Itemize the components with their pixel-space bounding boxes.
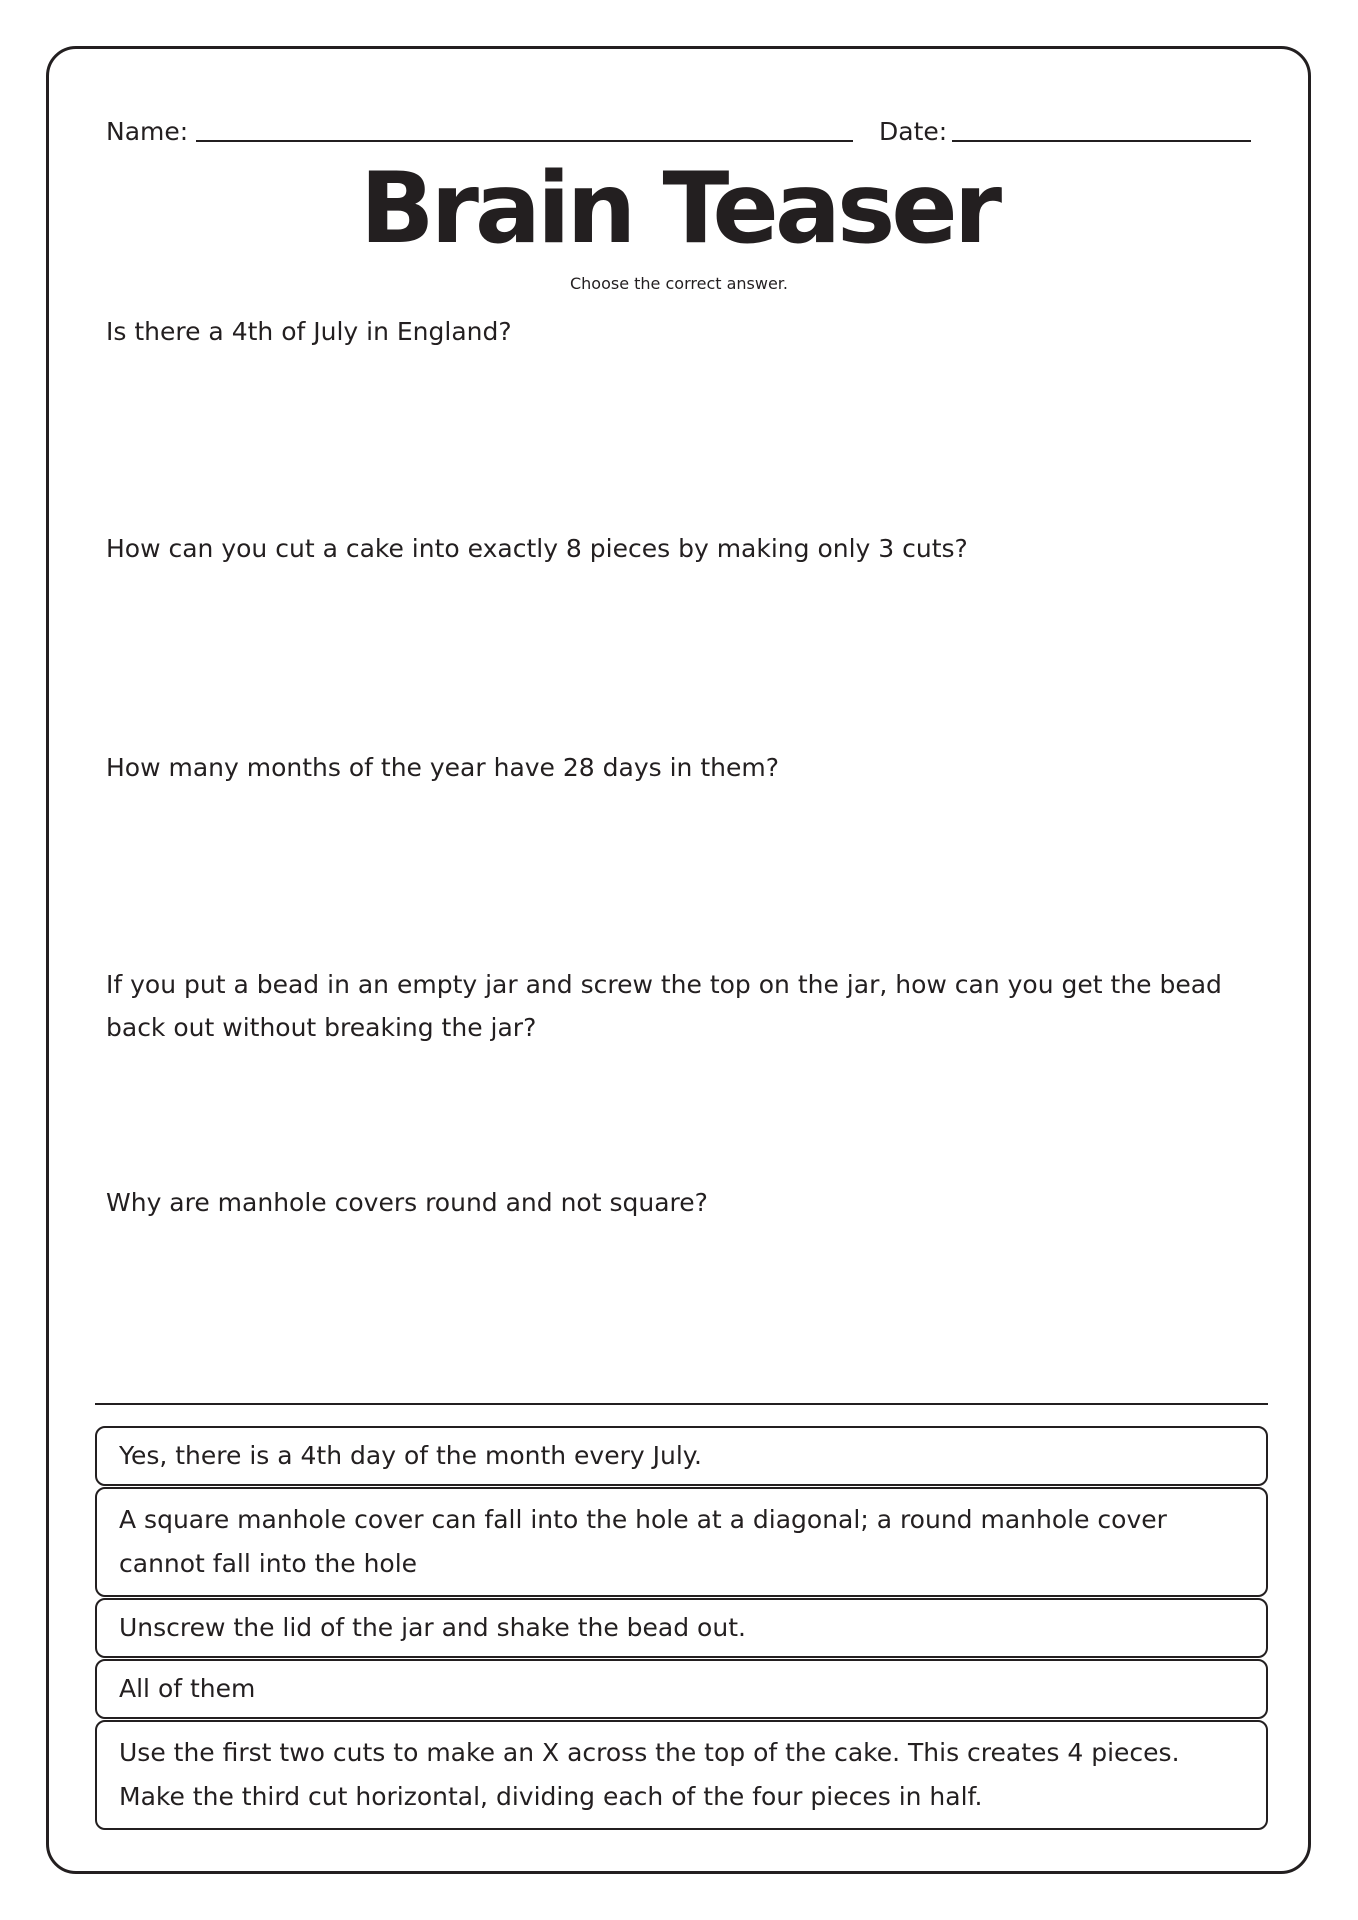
answer-option[interactable]: Unscrew the lid of the jar and shake the bead out. — [95, 1598, 1268, 1658]
answer-option[interactable]: A square manhole cover can fall into the hole at a diagonal; a round manhole cover cannot fall into the hole — [95, 1487, 1268, 1597]
answer-option[interactable]: Use the first two cuts to make an X across the top of the cake. This creates 4 pieces. Make the third cut horizontal, dividing each of the four pieces in half. — [95, 1720, 1268, 1830]
name-field[interactable] — [196, 140, 853, 142]
date-field[interactable] — [952, 140, 1251, 142]
page-title: Brain Teaser — [359, 152, 999, 266]
answer-option[interactable]: All of them — [95, 1659, 1268, 1719]
date-label: Date: — [879, 117, 948, 146]
question-1: Is there a 4th of July in England? — [106, 317, 512, 346]
section-divider — [95, 1403, 1268, 1405]
question-3: How many months of the year have 28 days in them? — [106, 753, 779, 782]
question-2: How can you cut a cake into exactly 8 pieces by making only 3 cuts? — [106, 534, 968, 563]
question-5: Why are manhole covers round and not square? — [106, 1188, 708, 1217]
name-label: Name: — [106, 117, 189, 146]
instructions: Choose the correct answer. — [569, 274, 788, 293]
question-4: If you put a bead in an empty jar and screw the top on the jar, how can you get the bead back out without breaking the jar? — [106, 970, 1222, 1042]
answer-list — [95, 1426, 1268, 1831]
answer-option[interactable]: Yes, there is a 4th day of the month every July. — [95, 1426, 1268, 1486]
